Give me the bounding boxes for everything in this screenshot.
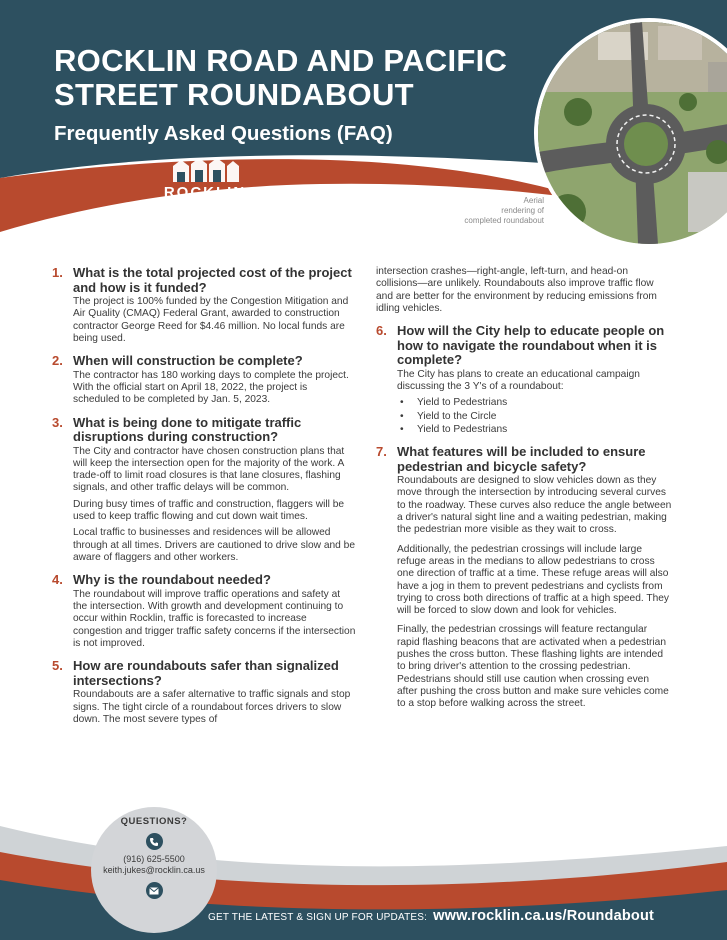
phone-icon	[146, 833, 163, 850]
faq-item-4	[52, 573, 356, 650]
page-subtitle: Frequently Asked Questions (FAQ)	[54, 122, 393, 145]
page-title-line2: STREET ROUNDABOUT	[54, 77, 414, 112]
faq-answer: intersection crashes—right-angle, left-turn, and head-on collisions—are unlikely. Roundabouts also improve traffic flow and are better for the environment by reducing emissions from idling vehicles.	[376, 266, 657, 314]
faq-column-right	[376, 266, 672, 720]
faq-item-6	[376, 324, 672, 436]
faq-question: 5. How are roundabouts safer than signalized intersections?	[52, 658, 339, 688]
envelope-icon	[146, 882, 163, 899]
faq-answer: The project is 100% funded by the Congestion Mitigation and Air Quality (CMAQ) Federal Grant, awarded to construction contractor George Reed for $4.46 million. No local funds are being used.	[73, 296, 349, 344]
footer-url-link[interactable]: www.rocklin.ca.us/Roundabout	[433, 908, 655, 924]
contact-label: QUESTIONS?	[120, 816, 188, 827]
faq-item-5	[52, 659, 356, 726]
footer-text: GET THE LATEST & SIGN UP FOR UPDATES:	[208, 912, 428, 923]
list-item: • Yield to Pedestrians	[397, 424, 672, 436]
footer-cta	[208, 908, 654, 924]
three-ys-list	[397, 397, 672, 436]
list-item: • Yield to Pedestrians	[397, 397, 672, 409]
faq-answer: Roundabouts are a safer alternative to traffic signals and stop signs. The tight circle of a roundabout forces drivers to slow down. The most severe types of	[73, 689, 351, 725]
faq-answer: The City has plans to create an educational campaign discussing the 3 Y's of a roundabout: • Yield to Pedestrians • Yield to the Circle • Yield to Pedestrians	[376, 369, 672, 436]
logo-state: CALIFORNIA	[177, 202, 233, 208]
faq-answer: The City and contractor have chosen construction plans that will keep the intersection open for the majority of the work. A trade-off to limit road closures is that lane closures, flashing signals, and other traffic delays will be common. During busy times of traffic and construction, flaggers will be used to keep traffic flowing and cut down wait times. Local traffic to businesses and residences will be allowed through at all times. Drivers are cautioned to drive slow and be aware of flaggers and other workers.	[73, 445, 355, 563]
rocklin-logo-icon	[171, 158, 239, 182]
faq-question: 7. What features will be included to ensure pedestrian and bicycle safety?	[376, 444, 646, 474]
faq-answer: Roundabouts are designed to slow vehicles down as they move through the intersection by introducing several curves to the roadway. These curves also reduce the angle between a driver's natural sight line and a waiting pedestrian, making the pedestrian more visible as they wait to cross. Additionally, the pedestrian crossings will include large refuge areas in the medians to allow pedestrians to cross one direction of traffic at a time. These refuge areas will also have a jog in them to prevent pedestrians and cyclists from trying to cross both directions of traffic at a high speed. They will be forced to slow down and look for vehicles. Finally, the pedestrian crossings will feature rectangular rapid flashing beacons that are activated when a pedestrian pushes the cross button. These flashing lights are intended to bring driver's attention to the crossing pedestrian. Pedestrians should still use caution when crossing even after pushing the cross button and make sure vehicles come to a stop before walking across the street.	[397, 475, 672, 710]
faq-question: 3. What is being done to mitigate traffic disruptions during construction?	[52, 414, 302, 445]
faq-column-left	[52, 266, 356, 735]
faq-item-1	[52, 266, 356, 345]
faq-item-7	[376, 445, 672, 710]
faq-question: 6. How will the City help to educate people on how to navigate the roundabout when it is complete?	[376, 323, 665, 368]
contact-block	[93, 814, 215, 903]
faq-question: 1. What is the total projected cost of the project and how is it funded?	[52, 265, 352, 295]
faq-answer: The roundabout will improve traffic operations and safety at the intersection. With growth and development continuing to occur within Rocklin, traffic is forecasted to increase congestion and trigger traffic safety concerns if the intersection is not improved.	[73, 588, 356, 649]
aerial-rendering-graphic	[538, 22, 727, 244]
faq-answer: The contractor has 180 working days to complete the project. With the official start on April 18, 2022, the project is scheduled to be completed by Jan. 5, 2023.	[73, 369, 349, 406]
faq-item-2	[52, 354, 356, 406]
logo-wordmark: ROCKLIN	[163, 184, 247, 201]
rocklin-logo	[160, 158, 250, 208]
faq-item-3	[52, 416, 356, 565]
list-item: • Yield to the Circle	[397, 411, 672, 423]
faq-question: 4. Why is the roundabout needed?	[52, 572, 271, 588]
contact-phone[interactable]: (916) 625-5500	[123, 854, 185, 864]
contact-email[interactable]: keith.jukes@rocklin.ca.us	[103, 865, 205, 875]
photo-caption: Aerial rendering of completed roundabout	[464, 196, 544, 225]
page-title	[54, 44, 524, 112]
faq-item-5-continued	[376, 266, 672, 315]
faq-question: 2. When will construction be complete?	[52, 353, 303, 369]
page-title-line1: ROCKLIN ROAD AND PACIFIC	[54, 43, 508, 78]
